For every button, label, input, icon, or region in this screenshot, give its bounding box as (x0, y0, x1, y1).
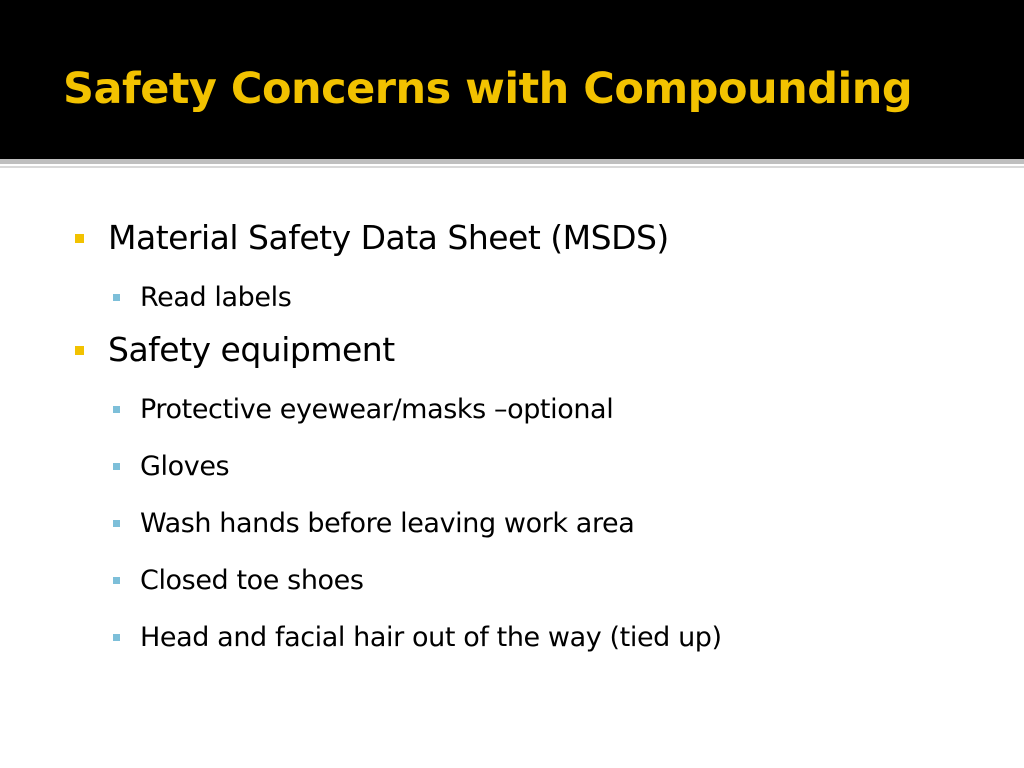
slide-title: Safety Concerns with Compounding (63, 64, 913, 114)
sub-bullet-item-wash-hands (140, 507, 634, 541)
square-bullet-icon (113, 520, 120, 527)
square-bullet-icon (75, 234, 84, 243)
bullet-text: Gloves (140, 451, 230, 482)
square-bullet-icon (113, 577, 120, 584)
bullet-text: Protective eyewear/masks –optional (140, 394, 614, 425)
bullet-item-safety-equipment (108, 330, 395, 370)
sub-bullet-item-read-labels (140, 281, 291, 315)
bullet-item-msds (108, 218, 669, 258)
bullet-text: Safety equipment (108, 330, 395, 369)
bullet-text: Head and facial hair out of the way (tied up) (140, 622, 722, 653)
square-bullet-icon (75, 346, 84, 355)
bullet-text: Read labels (140, 282, 292, 313)
title-bar (0, 0, 1024, 159)
square-bullet-icon (113, 463, 120, 470)
sub-bullet-item-eyewear (140, 393, 613, 427)
square-bullet-icon (113, 406, 120, 413)
title-divider-lower (0, 166, 1024, 168)
bullet-text: Closed toe shoes (140, 565, 364, 596)
bullet-text: Material Safety Data Sheet (MSDS) (108, 218, 669, 257)
sub-bullet-item-hair (140, 621, 722, 655)
sub-bullet-item-closed-toe-shoes (140, 564, 364, 598)
bullet-text: Wash hands before leaving work area (140, 508, 635, 539)
square-bullet-icon (113, 294, 120, 301)
square-bullet-icon (113, 634, 120, 641)
sub-bullet-item-gloves (140, 450, 229, 484)
